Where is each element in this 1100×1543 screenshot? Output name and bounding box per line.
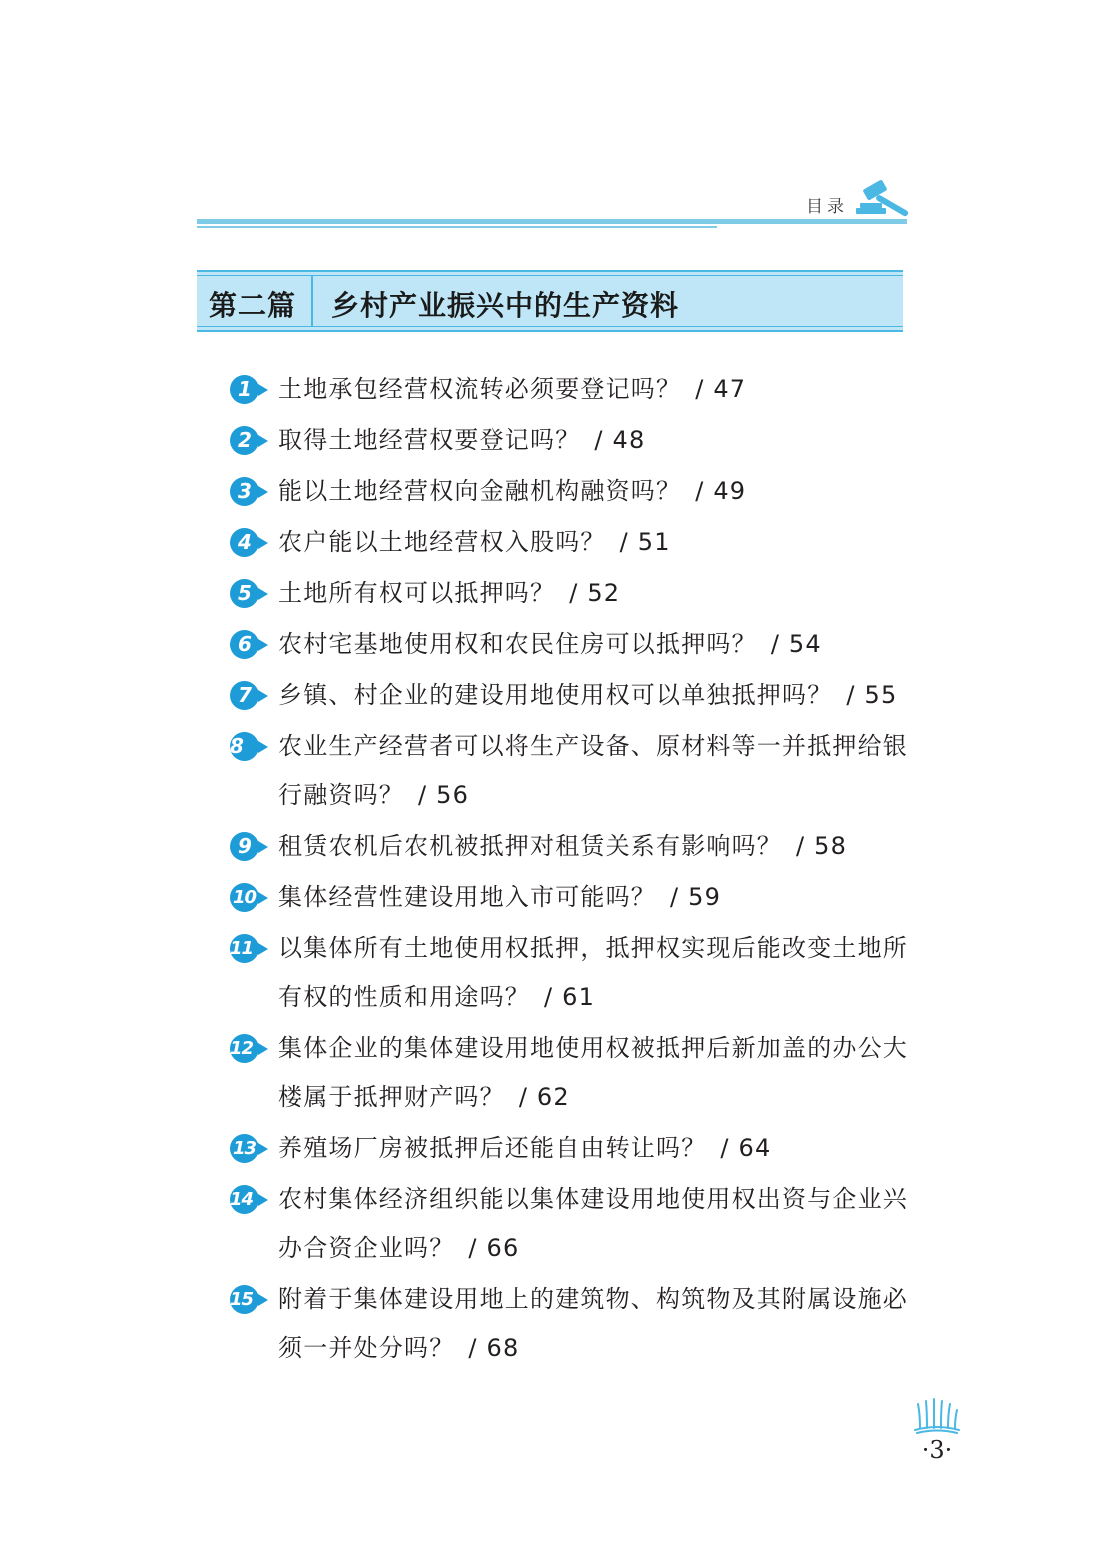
banner-rule-bottom-thin [197,326,903,327]
toc-item-page: / 51 [619,528,671,556]
toc-item[interactable] [228,1275,908,1373]
toc-number-badge: 1 [230,375,259,404]
toc-item-title: 集体经营性建设用地入市可能吗？ [278,883,656,911]
toc-item-page: / 64 [720,1134,772,1162]
running-header-label: 目录 [806,197,848,217]
toc-item-title: 土地承包经营权流转必须要登记吗？ [278,375,682,403]
toc-number-badge: 2 [230,426,259,455]
toc-item[interactable] [228,416,908,465]
toc-number-badge: 12 [230,1034,259,1063]
toc-item-title: 租赁农机后农机被抵押对租赁关系有影响吗？ [278,832,782,860]
toc-item[interactable] [228,467,908,516]
toc-item[interactable] [228,924,908,1022]
toc-number-badge: 6 [230,630,259,659]
toc-item-page: / 68 [468,1334,520,1362]
toc-item-page: / 48 [594,426,646,454]
toc-number-badge: 3 [230,477,259,506]
toc-item-title: 农村宅基地使用权和农民住房可以抵押吗？ [278,630,757,658]
toc-item[interactable] [228,1175,908,1273]
toc-number-badge: 7 [230,681,259,710]
toc-item[interactable] [228,569,908,618]
toc-item-title: 以集体所有土地使用权抵押，抵押权实现后能改变土地所有权的性质和用途吗？ [278,934,908,1011]
toc-item-page: / 49 [695,477,747,505]
toc-item[interactable] [228,873,908,922]
toc-number-badge: 5 [230,579,259,608]
toc-item-title: 农村集体经济组织能以集体建设用地使用权出资与企业兴办合资企业吗？ [278,1185,908,1262]
toc-item-title: 农业生产经营者可以将生产设备、原材料等一并抵押给银行融资吗？ [278,732,908,809]
toc-item[interactable] [228,722,908,820]
toc-number-badge: 13 [230,1134,259,1163]
toc-number-badge: 10 [230,883,259,912]
toc-item-page: / 47 [695,375,747,403]
banner-rule-top-thin [197,275,903,276]
toc-list [228,365,908,1375]
toc-item[interactable] [228,1124,908,1173]
wheat-ornament-icon [912,1398,962,1434]
toc-item[interactable] [228,620,908,669]
toc-item[interactable] [228,671,908,720]
page-number: ·3· [921,1436,953,1464]
header-rule-secondary [197,226,717,228]
part-title: 乡村产业振兴中的生产资料 [331,289,680,322]
toc-item-title: 养殖场厂房被抵押后还能自由转让吗？ [278,1134,707,1162]
toc-item-page: / 62 [518,1083,570,1111]
toc-item-page: / 59 [670,883,722,911]
toc-number-badge: 4 [230,528,259,557]
toc-item-page: / 55 [846,681,898,709]
toc-item-title: 土地所有权可以抵押吗？ [278,579,556,607]
toc-item-page: / 52 [569,579,621,607]
part-label: 第二篇 [209,289,297,322]
toc-item-title: 附着于集体建设用地上的建筑物、构筑物及其附属设施必须一并处分吗？ [278,1285,908,1362]
toc-item-page: / 54 [770,630,822,658]
toc-number-badge: 14 [230,1185,259,1214]
toc-item-title: 乡镇、村企业的建设用地使用权可以单独抵押吗？ [278,681,833,709]
toc-item-title: 集体企业的集体建设用地使用权被抵押后新加盖的办公大楼属于抵押财产吗？ [278,1034,908,1111]
toc-number-badge: 8 [230,732,259,761]
header-rule [197,219,907,224]
gavel-icon [854,178,918,222]
toc-item[interactable] [228,518,908,567]
toc-item-title: 农户能以土地经营权入股吗？ [278,528,606,556]
toc-item[interactable] [228,365,908,414]
toc-item-page: / 61 [544,983,596,1011]
toc-number-badge: 15 [230,1285,259,1314]
toc-item-page: / 58 [796,832,848,860]
toc-item[interactable] [228,1024,908,1122]
toc-item-page: / 66 [468,1234,520,1262]
toc-item[interactable] [228,822,908,871]
banner-rule-bottom [197,330,903,332]
banner-divider [311,276,313,326]
toc-item-page: / 56 [418,781,470,809]
toc-item-title: 能以土地经营权向金融机构融资吗？ [278,477,682,505]
toc-item-title: 取得土地经营权要登记吗？ [278,426,581,454]
part-banner [197,270,903,332]
toc-number-badge: 11 [230,934,259,963]
toc-number-badge: 9 [230,832,259,861]
banner-rule-top [197,270,903,272]
